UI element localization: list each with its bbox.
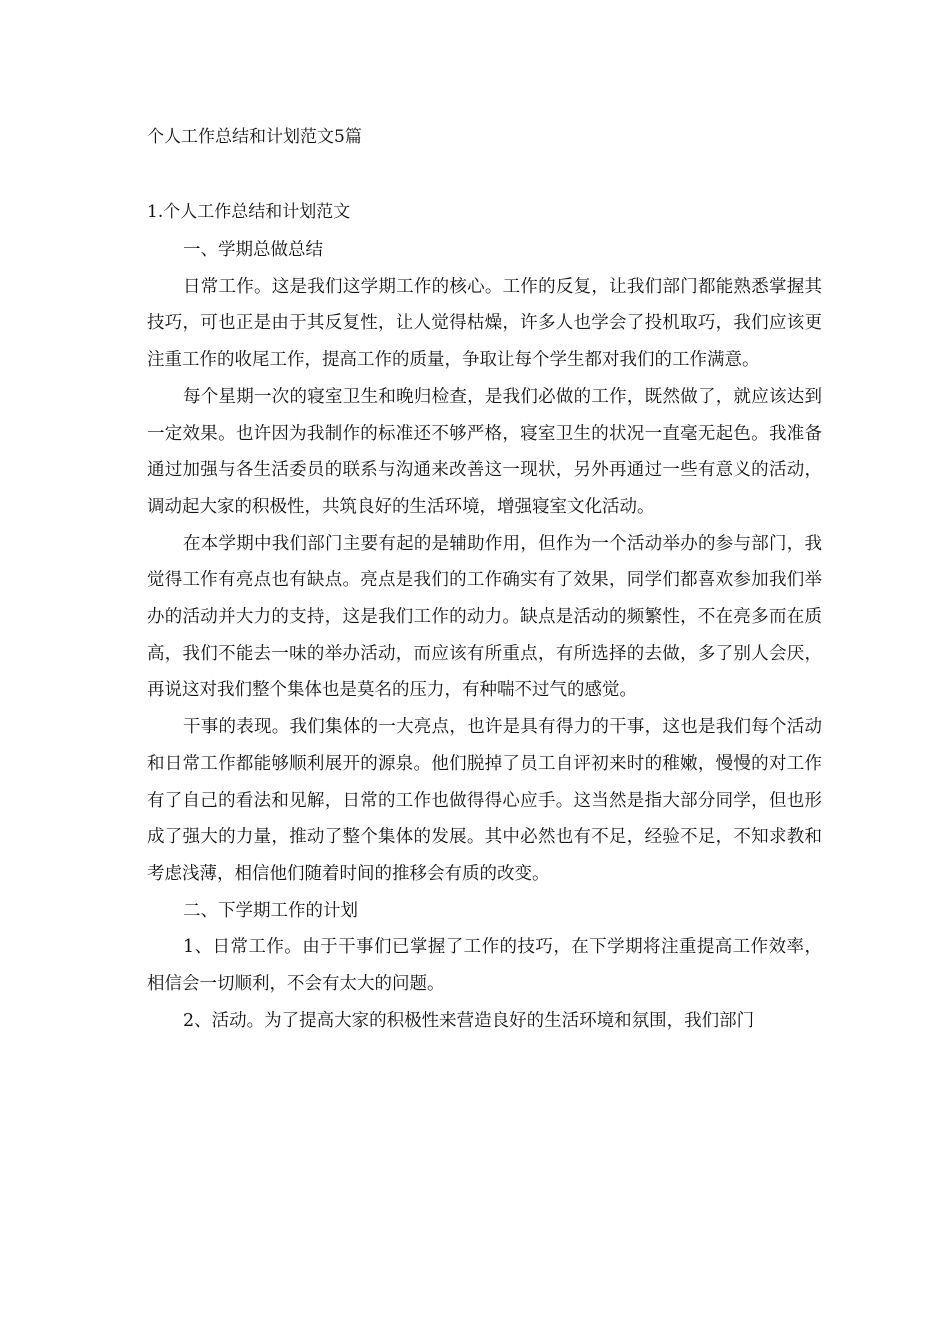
document-body	[147, 232, 822, 1039]
document-title: 个人工作总结和计划范文5篇	[147, 127, 362, 147]
paragraph-department-role: 在本学期中我们部门主要有起的是辅助作用，但作为一个活动举办的参与部门，我觉得工作有亮点也有缺点。亮点是我们的工作确实有了效果，同学们都喜欢参加我们举办的活动并大力的支持，这是我们工作的动力。缺点是活动的频繁性，不在亮多而在质高，我们不能去一味的举办活动，而应该有所重点，有所选择的去做，多了别人会厌，再说这对我们整个集体也是莫名的压力，有种喘不过气的感觉。	[147, 533, 822, 701]
paragraph-dorm-inspection: 每个星期一次的寝室卫生和晚归检查，是我们必做的工作，既然做了，就应该达到一定效果。也许因为我制作的标准还不够严格，寝室卫生的状况一直毫无起色。我准备通过加强与各生活委员的联系与沟通来改善这一现状，另外再通过一些有意义的活动，调动起大家的积极性，共筑良好的生活环境，增强寝室文化活动。	[147, 386, 822, 517]
section-title: 1.个人工作总结和计划范文	[147, 202, 351, 222]
paragraph-daily-work: 日常工作。这是我们这学期工作的核心。工作的反复，让我们部门都能熟悉掌握其技巧，可也正是由于其反复性，让人觉得枯燥，许多人也学会了投机取巧，我们应该更注重工作的收尾工作，提高工作的质量，争取让每个学生都对我们的工作满意。	[147, 276, 822, 371]
paragraph-staff-performance: 干事的表现。我们集体的一大亮点，也许是具有得力的干事，这也是我们每个活动和日常工作都能够顺利展开的源泉。他们脱掉了员工自评初来时的稚嫩，慢慢的对工作有了自己的看法和见解，日常的工作也做得得心应手。这当然是指大部分同学，但也形成了强大的力量，推动了整个集体的发展。其中必然也有不足，经验不足，不知求教和考虑浅薄，相信他们随着时间的推移会有质的改变。	[147, 717, 822, 884]
subsection-heading-summary: 一、学期总做总结	[183, 240, 323, 260]
paragraph-plan-activities: 2、活动。为了提高大家的积极性来营造良好的生活环境和氛围，我们部门	[183, 1010, 755, 1031]
subsection-heading-plan: 二、下学期工作的计划	[183, 900, 358, 921]
paragraph-plan-daily-work: 1、日常工作。由于干事们已掌握了工作的技巧，在下学期将注重提高工作效率，相信会一切顺利，不会有太大的问题。	[147, 937, 822, 995]
